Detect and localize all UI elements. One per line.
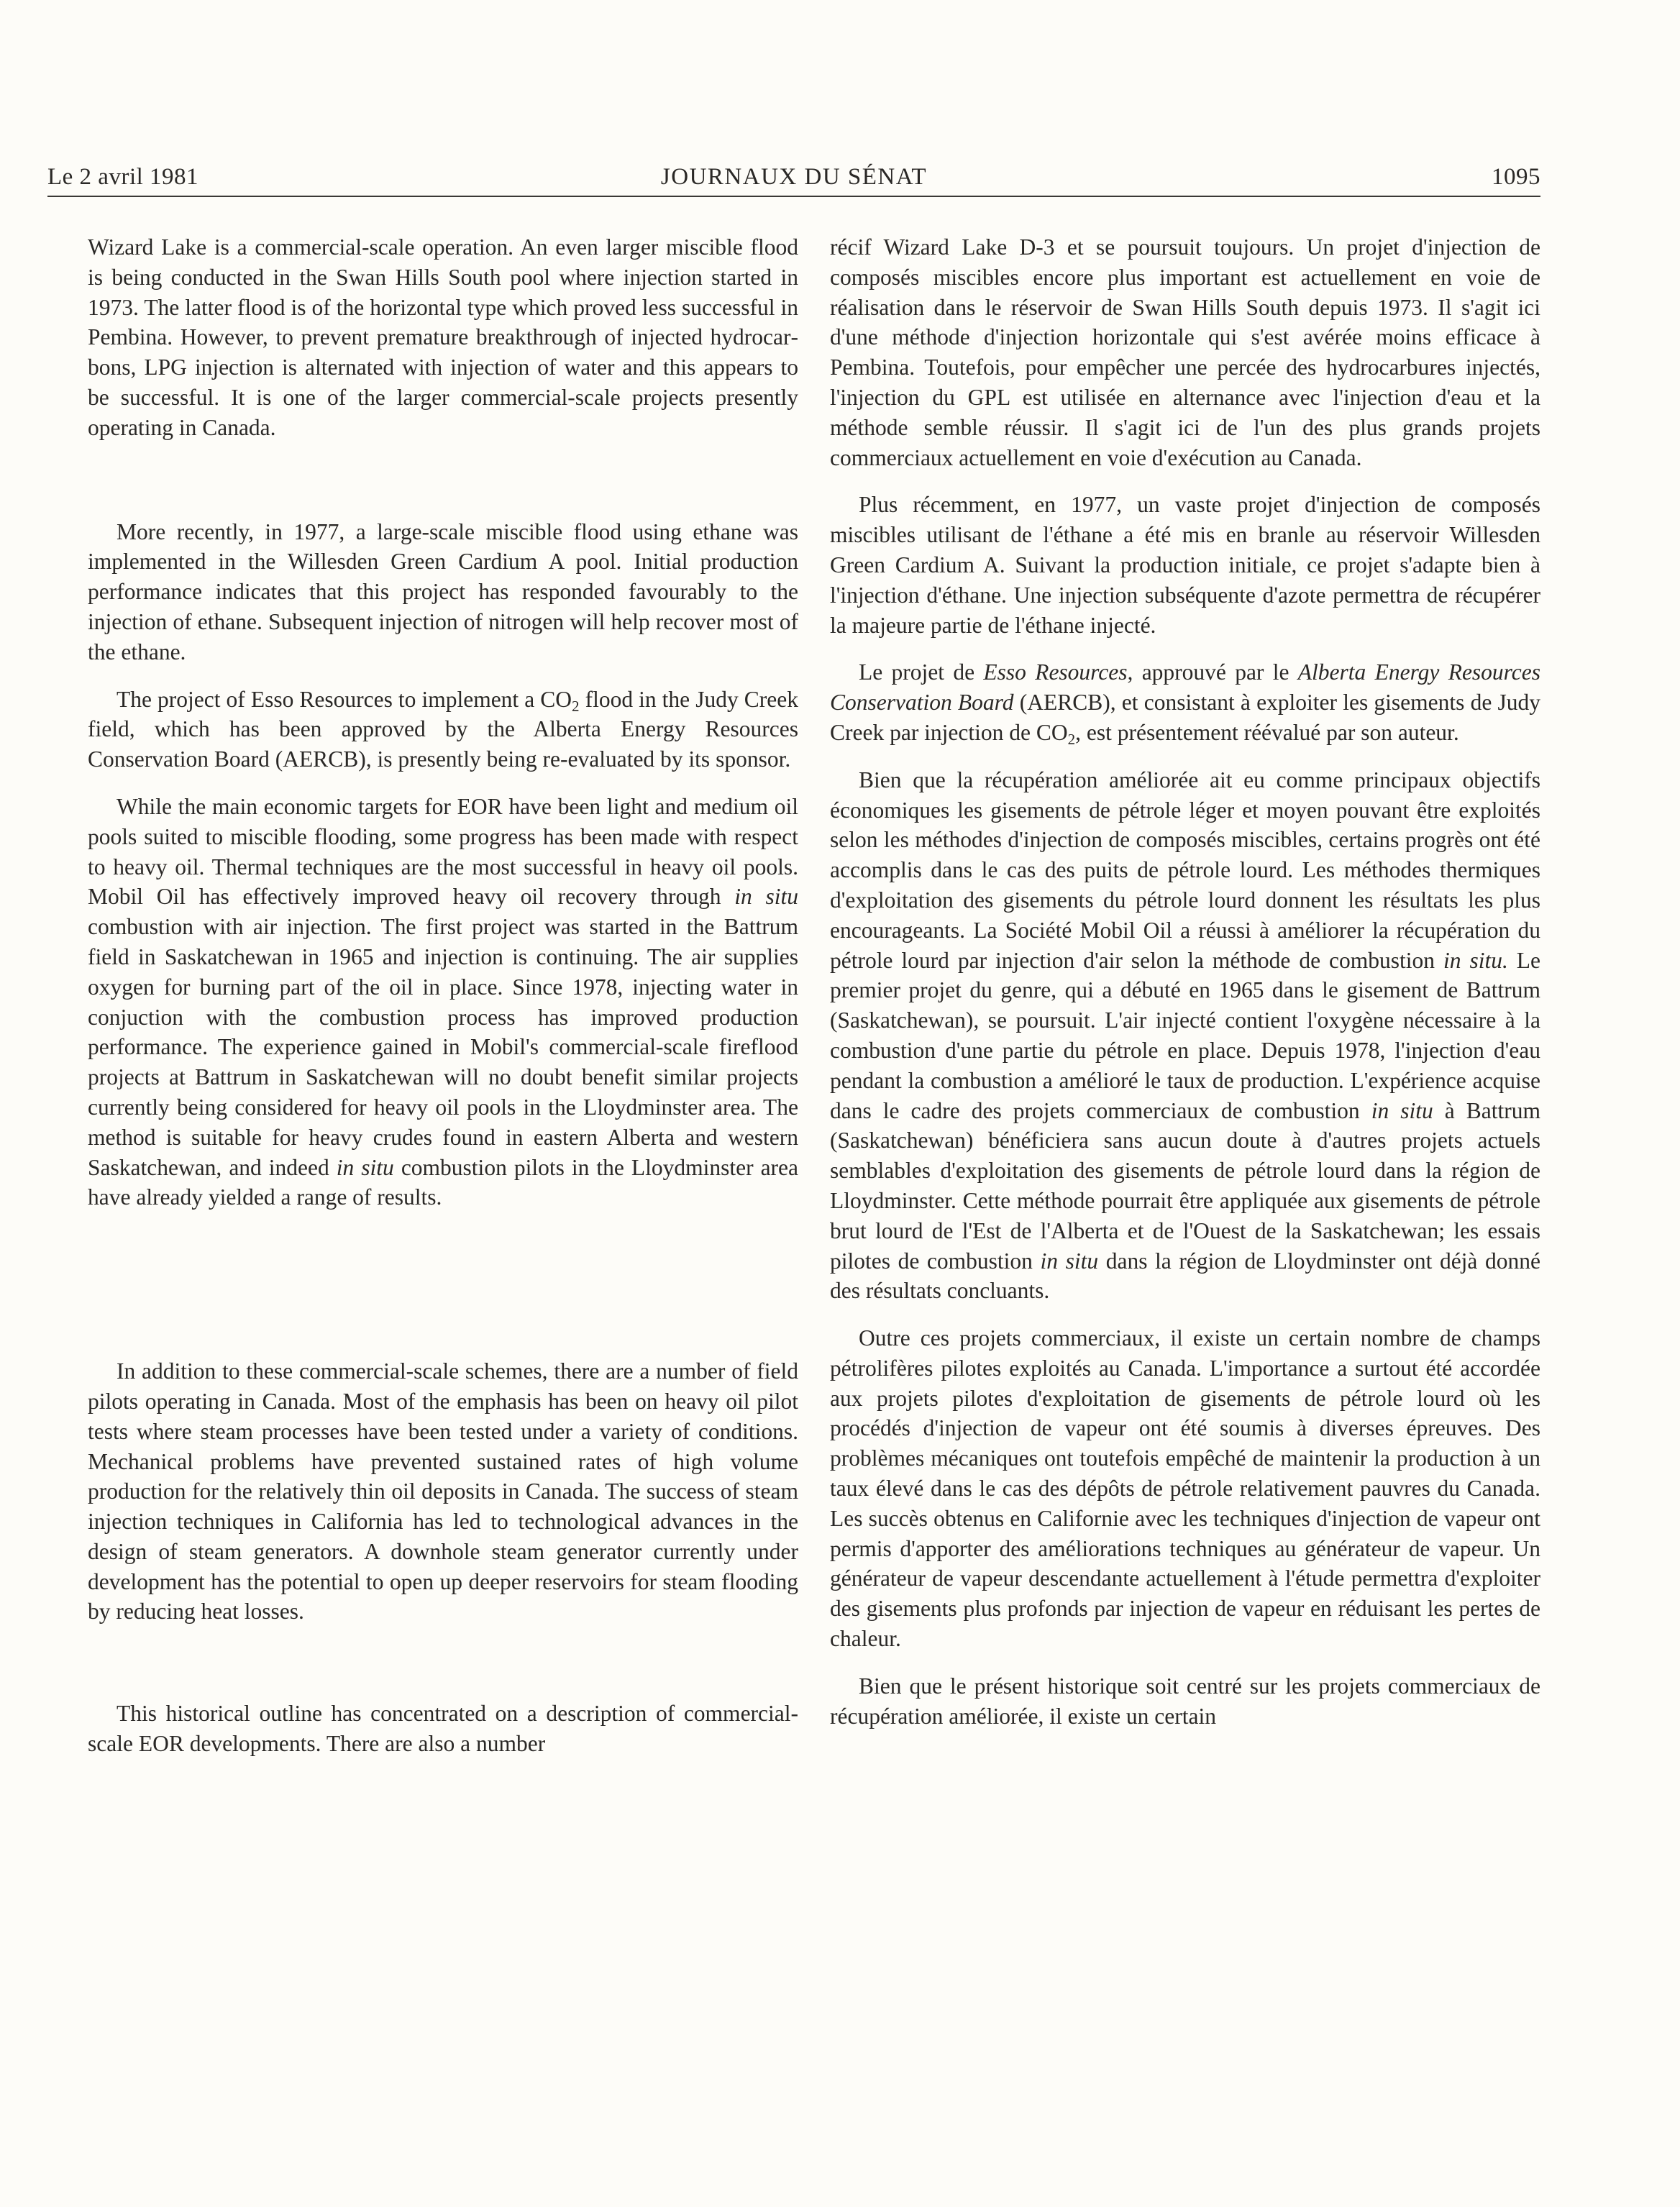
french-paragraph-5: Outre ces projets commerciaux, il existe un certain nombre de champs pétrolifères pilotes exploités au Canada. L'importance a surtout été accordée aux projets pilotes d'exploitation de gisements de pétrole lourd où les procédés d'injection de vapeur ont été soumis à diverses épreuves. Des problèmes mécaniques ont toutefois empêché de maintenir la production à un taux élevé dans le cas des dépôts de pétrole relativement pauvres du Canada. Les succès obtenus en Californie avec les techniques d'injection de vapeur ont permis d'apporter des améliorations techniques au générateur de vapeur. Un générateur de vapeur descendante actuellement à l'étude permettra d'exploiter des gisements plus profonds par injection de vapeur en réduisant les pertes de chaleur. [830,1325,1540,1652]
english-paragraph-1: Wizard Lake is a commercial-scale operation. An even larger miscible flood is being conducted in the Swan Hills South pool where injection started in 1973. The latter flood is of the horizontal type which proved less successful in Pembina. However, to prevent premature breakthrough of injected hydrocarbons, LPG injection is alternated with injection of water and this appears to be successful. It is one of the larger commercial-scale projects presently operating in Canada. [88,234,798,440]
english-paragraph-5: In addition to these commercial-scale schemes, there are a number of field pilots operating in Canada. Most of the emphasis has been on heavy oil pilot tests where steam processes have been tested under a variety of conditions. Mechanical problems have prevented sustained rates of high volume production for the relatively thin oil deposits in Canada. The success of steam injection techniques in California has led to technological advances in the design of steam generators. A downhole steam generator currently under development has the potential to open up deeper reservoirs for steam flooding by reducing heat losses. [88,1358,798,1625]
english-paragraph-6: This historical outline has concentrated on a description of commercial-scale EOR developments. There are also a number [88,1701,798,1757]
french-paragraph-1: récif Wizard Lake D-3 et se poursuit toujours. Un projet d'injection de composés miscibles encore plus important est actuellement en voie de réalisation dans le réservoir de Swan Hills South depuis 1973. Il s'agit ici d'une méthode d'injection horizontale qui s'est avérée moins efficace à Pembina. Toutefois, pour empêcher une percée des hydrocarbures injectés, l'injection du GPL est utilisée en alternance avec l'injection d'eau et la méthode semble réussir. Il s'agit ici de l'un des plus grands projets commerciaux actuellement en voie d'exécution au Canada. [830,234,1540,470]
english-paragraph-2: More recently, in 1977, a large-scale miscible flood using ethane was implemented in the Willesden Green Cardium A pool. Initial production performance indicates that this project has responded favourably to the injection of ethane. Subsequent injection of nitrogen will help recover most of the ethane. [88,518,798,664]
french-paragraph-2: Plus récemment, en 1977, un vaste projet d'injection de composés miscibles utilisant de l'éthane a été mis en branle au réservoir Willesden Green Cardium A. Suivant la production initiale, ce projet s'adapte bien à l'injection d'éthane. Une injection subséquente d'azote permettra de récupérer la majeure partie de l'éthane injecté. [830,492,1540,638]
header-rule [47,196,1540,197]
running-header [47,164,1540,196]
header-journal-title: JOURNAUX DU SÉNAT [660,164,928,190]
english-paragraph-4: While the main economic targets for EOR have been light and medium oil pools suited to miscible flooding, some progress has been made with respect to heavy oil. Thermal techniques are the most successful in heavy oil pools. Mobil Oil has effectively improved heavy oil recovery through in situ combustion with air injection. The first project was started in the Battrum field in Saskatchewan in 1965 and injection is continuing. The air supplies oxygen for burning part of the oil in place. Since 1978, injecting water in conjuction with the combustion process has improved production performance. The experience gained in Mobil's commercial-scale fireflood projects at Battrum in Saskatchewan will no doubt benefit similar projects currently being considered for heavy oil pools in the Lloydminster area. The method is suitable for heavy crudes found in eastern Alberta and western Saskatchewan, and indeed in situ combustion pilots in the Lloydminster area have already yielded a range of results. [88,793,799,1210]
header-date: Le 2 avril 1981 [47,164,199,190]
english-column [88,232,798,1759]
french-paragraph-6: Bien que le présent historique soit centré sur les projets commerciaux de récupération améliorée, il existe un certain [830,1673,1540,1729]
french-column [830,232,1540,1731]
french-paragraph-3: Le projet de Esso Resources, approuvé par le Alberta Energy Resources Conservation Board (AERCB), et consistant à exploiter les gisements de Judy Creek par injection de $CO_2$, est présentement réévalué par son auteur. [830,659,1541,748]
english-paragraph-3: The project of Esso Resources to implement a $CO_2$ flood in the Judy Creek field, which has been approved by the Alberta Energy Resources Conservation Board (AERCB), is presently being re-evaluated by its sponsor. [88,686,798,772]
header-page-number: 1095 [1492,164,1540,190]
french-paragraph-4: Bien que la récupération améliorée ait eu comme principaux objectifs économiques les gisements de pétrole léger et moyen pouvant être exploités selon les méthodes d'injection de composés miscibles, certains progrès ont été accomplis dans le cas des puits de pétrole lourd. Les méthodes thermiques d'exploitation des gisements du pétrole lourd donnent les résultats les plus encourageants. La Société Mobil Oil a réussi à améliorer la récupération du pétrole lourd par injection d'air selon la méthode de combustion in situ. Le premier projet du genre, qui a débuté en 1965 dans le gisement de Battrum (Saskatchewan), se poursuit. L'air injecté contient l'oxygène nécessaire à la combustion d'une partie du pétrole en place. Depuis 1978, l'injection d'eau pendant la combustion a amélioré le taux de production. L'expérience acquise dans le cadre des projets commerciaux de combustion in situ à Battrum (Saskatchewan) bénéficiera sans aucun doute à d'autres projets actuels semblables d'exploitation des gisements de pétrole lourd dans la région de Lloydminster. Cette méthode pourrait être appliquée aux gisements de pétrole brut lourd de l'Est de l'Alberta et de l'Ouest de la Saskatchewan; les essais pilotes de combustion in situ dans la région de Lloydminster ont déjà donné des résultats concluants. [830,767,1541,1304]
